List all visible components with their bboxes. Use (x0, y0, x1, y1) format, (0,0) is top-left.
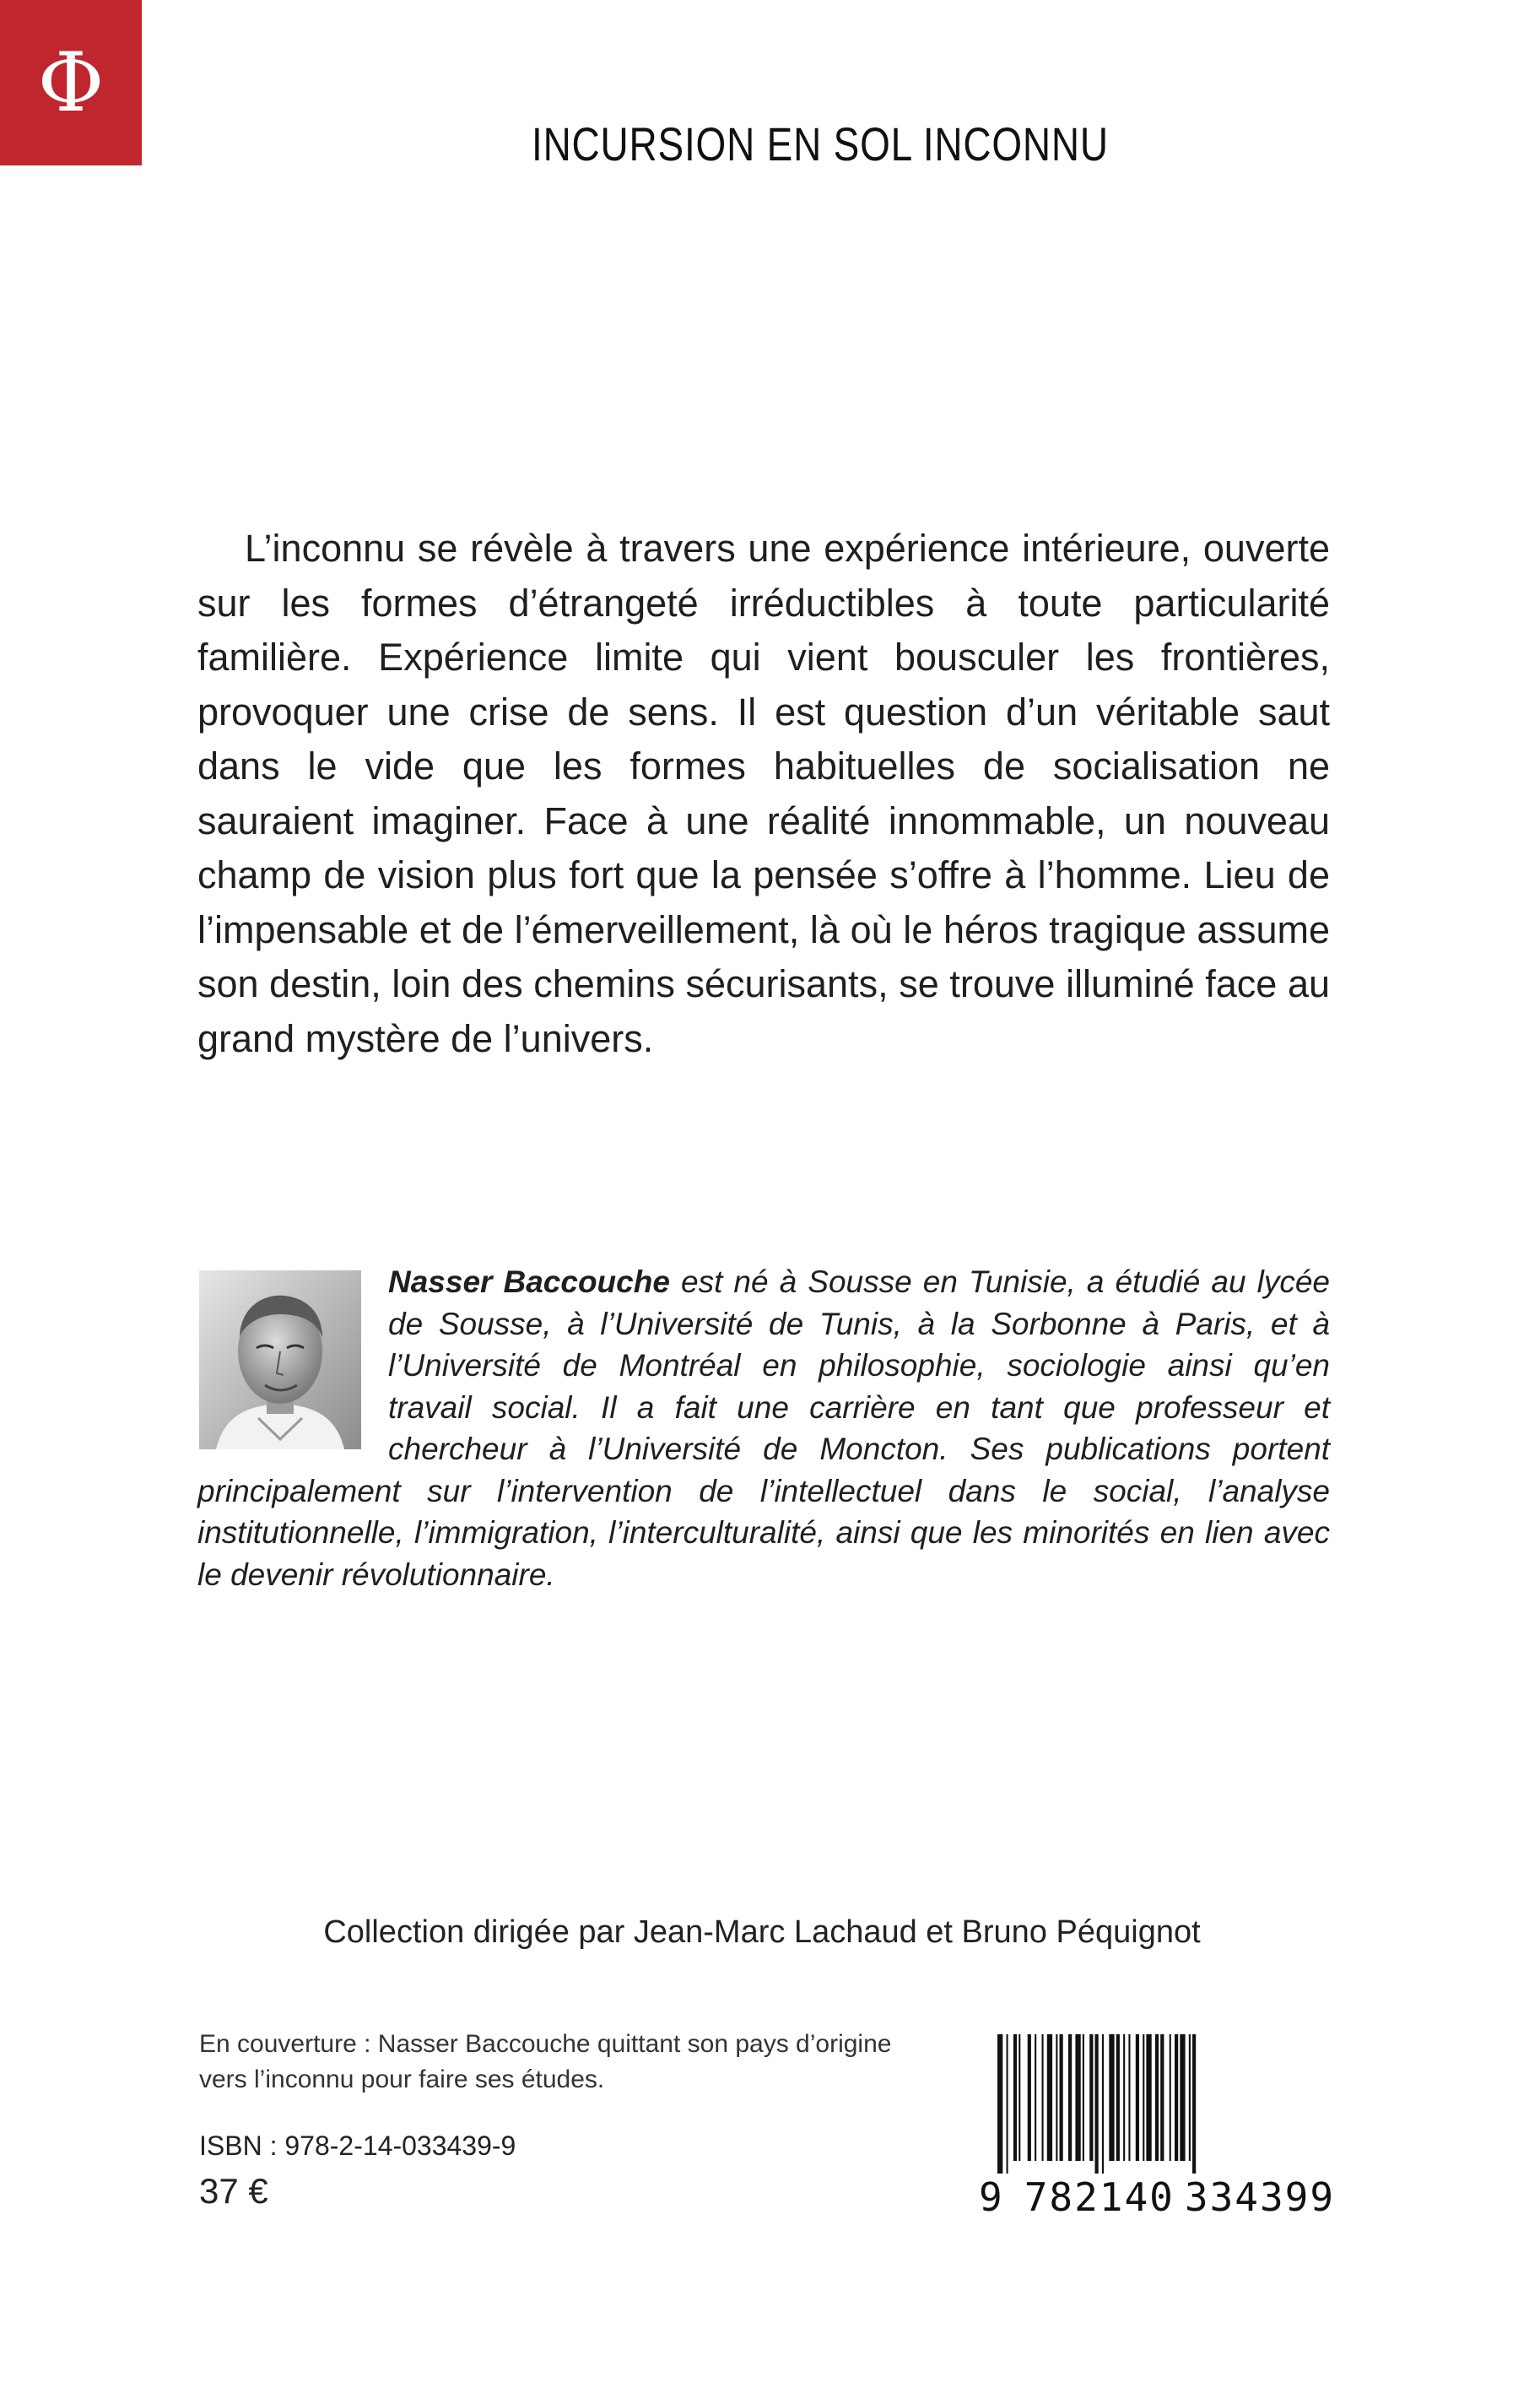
barcode-bar (1128, 2034, 1130, 2161)
barcode-bar (1056, 2034, 1057, 2161)
book-title: INCURSION EN SOL INCONNU (532, 117, 1109, 171)
barcode-bar (1102, 2034, 1104, 2174)
isbn: ISBN : 978-2-14-033439-9 (199, 2130, 516, 2161)
barcode-bar (1042, 2034, 1044, 2161)
barcode-bar (1047, 2034, 1052, 2161)
cover-credit-line1: En couverture : Nasser Baccouche quittant son pays d’origine (199, 2030, 892, 2058)
phi-icon: Φ (37, 35, 105, 130)
barcode-bar (1019, 2034, 1020, 2161)
publisher-logo (0, 0, 142, 165)
barcode-bar (1170, 2034, 1171, 2161)
barcode-bar (1095, 2034, 1099, 2174)
barcode-bar (1175, 2034, 1178, 2161)
cover-credit (199, 2027, 942, 2098)
barcode-bar (1146, 2034, 1151, 2161)
barcode-bar (1075, 2034, 1080, 2161)
barcode-bar (1013, 2034, 1017, 2161)
barcode-digits (979, 2174, 1342, 2220)
photo-spacer (197, 1261, 388, 1464)
barcode-bar (1192, 2034, 1196, 2174)
barcode-bar (1116, 2034, 1120, 2161)
cover-credit-line2: vers l’inconnu pour faire ses études. (199, 2065, 605, 2093)
collection-credit: Collection dirigée par Jean-Marc Lachaud et Bruno Péquignot (323, 1914, 1201, 1950)
barcode-digit-first: 9 (979, 2174, 1004, 2220)
barcode-digits-left: 782140 (1024, 2174, 1175, 2220)
barcode-bar (997, 2034, 1002, 2174)
barcode-digits-right: 334399 (1184, 2174, 1336, 2220)
barcode-bar (1007, 2034, 1008, 2174)
barcode-bar (1136, 2034, 1139, 2161)
barcode-bar (1189, 2034, 1191, 2161)
price: 37 € (199, 2171, 268, 2211)
barcode-bar (1155, 2034, 1159, 2161)
barcode-bar (1089, 2034, 1093, 2161)
barcode-bar (1068, 2034, 1072, 2161)
barcode-bar (1035, 2034, 1036, 2161)
author-bio (197, 1261, 1330, 1595)
barcode-bar (1109, 2034, 1114, 2161)
barcode-bar (1160, 2034, 1164, 2161)
barcode-bar (1028, 2034, 1031, 2161)
barcode-bar (1060, 2034, 1063, 2161)
barcode-icon (979, 2034, 1342, 2174)
barcode-bar (1180, 2034, 1185, 2161)
author-name: Nasser Baccouche (388, 1264, 670, 1299)
barcode-bar (1143, 2034, 1144, 2161)
barcode-bar (1123, 2034, 1125, 2161)
book-summary: L’inconnu se révèle à travers une expérience intérieure, ouverte sur les formes d’étrangeté irréductibles à toute particularité familière. Expérience limite qui vient bousculer les frontières, provoquer une crise de sens. Il est question d’un véritable saut dans le vide que les formes habituelles de socialisation ne sauraient imaginer. Face à une réalité innommable, un nouveau champ de vision plus fort que la pensée s’offre à l’homme. Lieu de l’impensable et de l’émerveillement, là où le héros tragique assume son destin, loin des chemins sécurisants, se trouve illuminé face au grand mystère de l’univers. (197, 527, 1330, 1060)
barcode-bar (1083, 2034, 1084, 2161)
author-bio-text: est né à Sousse en Tunisie, a étudié au lycée de Sousse, à l’Université de Tunis, à la Sorbonne à Paris, et à l’Université de Montréal en philosophie, sociologie ainsi qu’en travail social. Il a fait une carrière en tant que professeur et chercheur à l’Université de Moncton. Ses publications portent principalement sur l’intervention de l’intellectuel dans le social, l’analyse institutionnelle, l’immigration, l’interculturalité, ainsi que les minorités en lien avec le devenir révolutionnaire. (197, 1264, 1331, 1592)
